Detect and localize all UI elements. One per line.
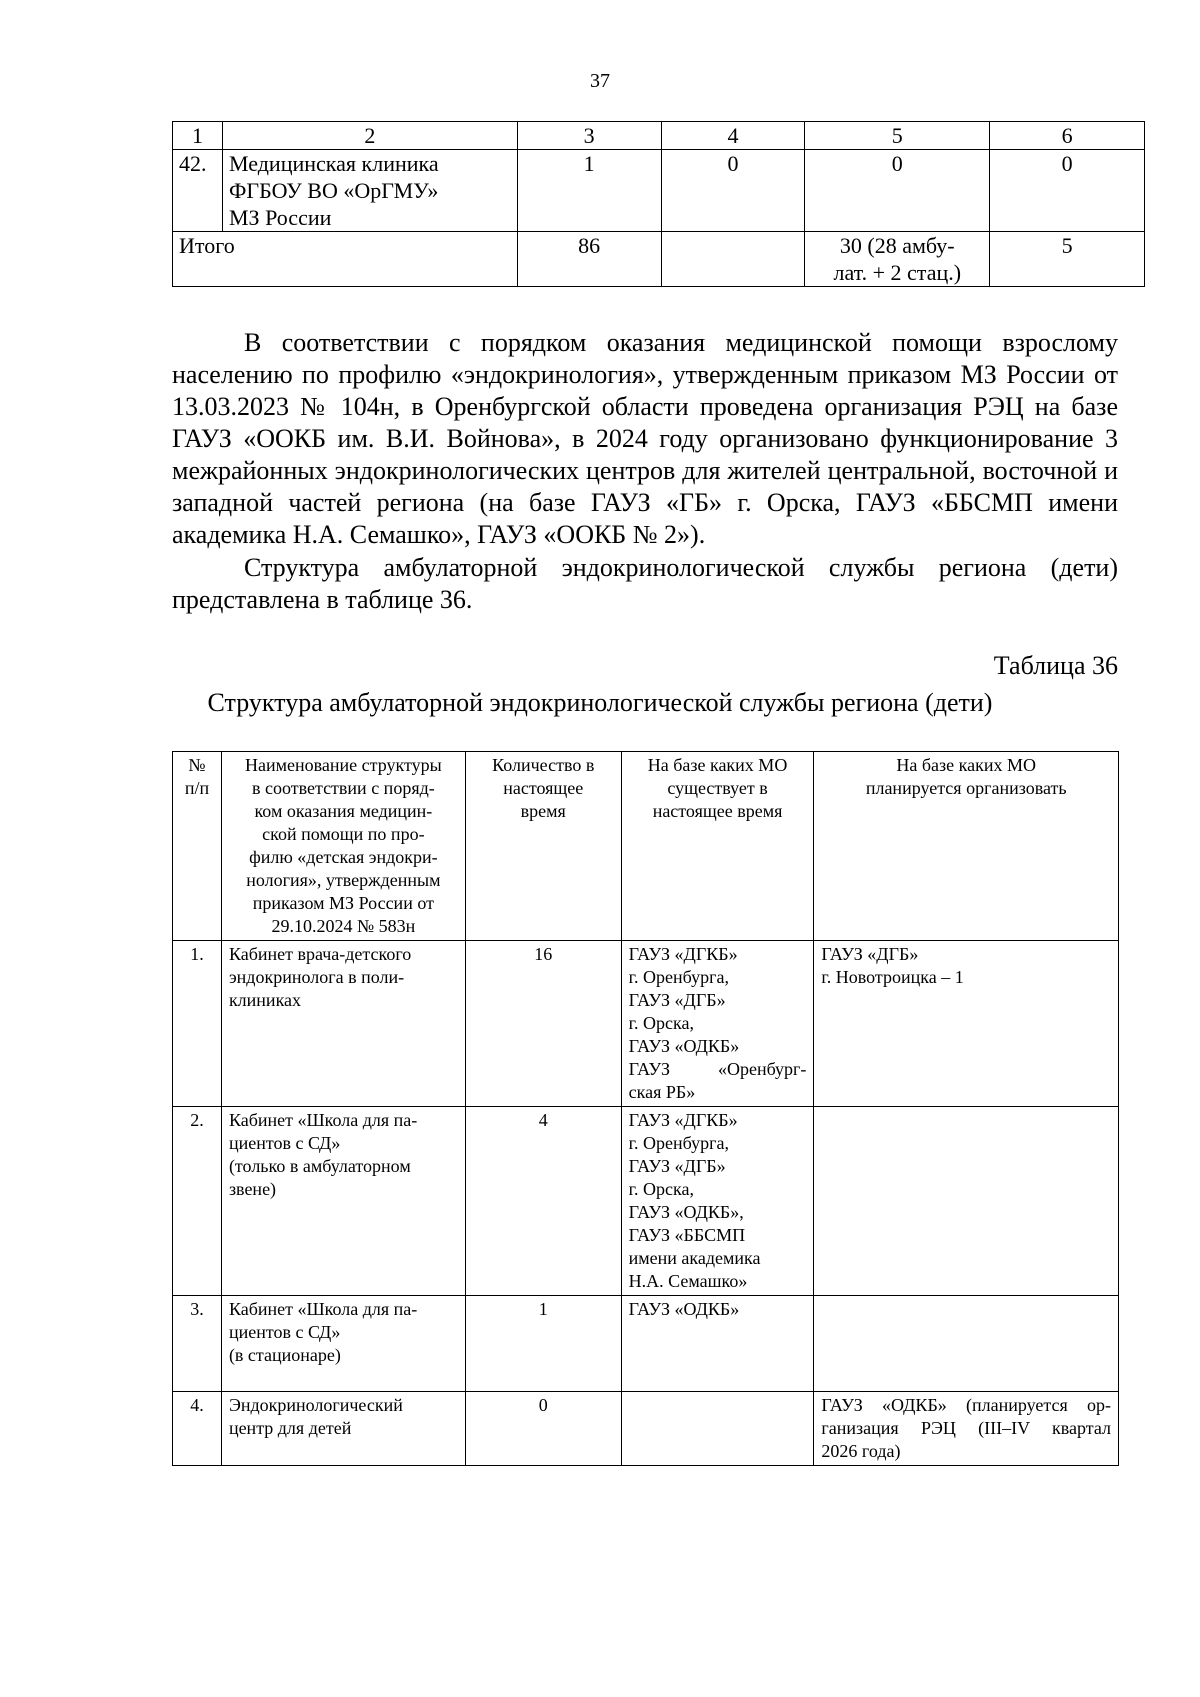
header-line: ком оказания медицин- xyxy=(254,801,433,821)
paragraph xyxy=(172,327,1118,551)
col-header: 4 xyxy=(661,122,805,150)
header-line: п/п xyxy=(184,778,210,798)
total-line: лат. + 2 стац.) xyxy=(833,260,962,285)
continued-table xyxy=(172,121,1145,287)
cell-line: ГАУЗ «ОДКБ» xyxy=(628,1036,740,1056)
row-number: 1. xyxy=(173,941,222,1107)
cell-line: имени академика xyxy=(628,1248,761,1268)
cell-line: г. Орска, xyxy=(628,1179,694,1199)
row-existing xyxy=(621,1296,814,1392)
cell-value: 1 xyxy=(517,150,661,232)
cell-line: г. Новотроицка – 1 xyxy=(821,967,964,987)
header-line: № xyxy=(188,755,206,775)
paragraph-text: В соответствии с порядком оказания медицинской помощи взрослому населению по профилю «эндокринология», утвержденным приказом МЗ России от 13.03.2023 № 104н, в Оренбургской области проведена организация РЭЦ на базе ГАУЗ «ООКБ им. В.И. Войнова», в 2024 году организовано функционирование 3 межрайонных эндокринологических центров для жителей центральной, восточной и западной частей региона (на базе ГАУЗ «ГБ» г. Орска, ГАУЗ «ББСМП имени академика Н.А. Семашко», ГАУЗ «ООКБ № 2»). xyxy=(172,328,1118,549)
col-header: 3 xyxy=(517,122,661,150)
header-line: На базе каких МО xyxy=(647,755,788,775)
cell-line: ская РБ» xyxy=(628,1082,696,1102)
cell-line: ГАУЗ «ДГБ» xyxy=(821,944,919,964)
col-header: 2 xyxy=(222,122,517,150)
cell-line: г. Оренбурга, xyxy=(628,1133,729,1153)
cell-line: центр для детей xyxy=(228,1418,352,1438)
row-planned xyxy=(814,941,1119,1107)
cell-line: г. Оренбурга, xyxy=(628,967,729,987)
row-planned xyxy=(814,1296,1119,1392)
table-row xyxy=(173,1296,1119,1392)
col-header-name xyxy=(221,752,465,941)
col-header-qty xyxy=(465,752,621,941)
table-row xyxy=(173,1107,1119,1296)
header-line: Наименование структуры xyxy=(245,755,442,775)
row-qty: 16 xyxy=(465,941,621,1107)
header-line: приказом МЗ России от xyxy=(252,893,434,913)
cell-line: ГАУЗ «ДГКБ» xyxy=(628,944,738,964)
cell-line: ГАУЗ «ОДКБ», xyxy=(628,1202,744,1222)
row-qty: 0 xyxy=(465,1392,621,1466)
cell-line: звене) xyxy=(228,1179,277,1199)
cell-line: Н.А. Семашко» xyxy=(628,1271,748,1291)
total-value: 86 xyxy=(517,232,661,287)
table-label: Таблица 36 xyxy=(993,651,1118,680)
total-value xyxy=(661,232,805,287)
row-name xyxy=(221,941,465,1107)
header-line: ской помощи по про- xyxy=(262,824,425,844)
total-row xyxy=(173,232,1145,287)
cell-line: ГАУЗ «Оренбург- xyxy=(628,1059,807,1079)
header-line: существует в xyxy=(667,778,768,798)
paragraph xyxy=(172,552,1118,616)
header-line: время xyxy=(520,801,566,821)
total-label: Итого xyxy=(173,232,518,287)
row-qty: 4 xyxy=(465,1107,621,1296)
row-number: 3. xyxy=(173,1296,222,1392)
total-value: 5 xyxy=(990,232,1145,287)
cell-line: (в стационаре) xyxy=(228,1345,341,1365)
header-line: филю «детская эндокри- xyxy=(249,847,438,867)
header-line: настоящее xyxy=(503,778,584,798)
cell-line: циентов с СД» xyxy=(228,1133,341,1153)
col-header: 1 xyxy=(173,122,223,150)
col-header: 5 xyxy=(805,122,990,150)
row-name xyxy=(221,1296,465,1392)
total-line: 30 (28 амбу- xyxy=(839,233,955,258)
paragraph-text: Структура амбулаторной эндокринологической службы региона (дети) представлена в таблице 36. xyxy=(172,553,1118,614)
col-header: 6 xyxy=(990,122,1145,150)
cell-line: Кабинет «Школа для па- xyxy=(228,1299,418,1319)
row-planned xyxy=(814,1392,1119,1466)
header-line: Количество в xyxy=(492,755,595,775)
col-header-existing xyxy=(621,752,814,941)
header-line: в соответствии с поряд- xyxy=(251,778,435,798)
header-line: настоящее время xyxy=(652,801,783,821)
cell-line: циентов с СД» xyxy=(228,1322,341,1342)
row-number: 2. xyxy=(173,1107,222,1296)
cell-line: 2026 года) xyxy=(821,1441,901,1461)
name-line: Медицинская клиника xyxy=(228,151,439,176)
cell-line: ГАУЗ «ДГБ» xyxy=(628,1156,726,1176)
cell-value: 0 xyxy=(990,150,1145,232)
page-number: 37 xyxy=(590,70,610,92)
row-planned xyxy=(814,1107,1119,1296)
cell-line: эндокринолога в поли- xyxy=(228,967,405,987)
cell-line: Кабинет «Школа для па- xyxy=(228,1110,418,1130)
row-name xyxy=(221,1107,465,1296)
row-number: 42. xyxy=(173,150,223,232)
table-row xyxy=(173,941,1119,1107)
cell-line: ГАУЗ «ОДКБ» xyxy=(628,1299,740,1319)
name-line: МЗ России xyxy=(228,205,332,230)
table-row xyxy=(173,150,1145,232)
total-value xyxy=(805,232,990,287)
cell-line: ГАУЗ «ОДКБ» (планируется ор- xyxy=(821,1395,1111,1415)
row-name xyxy=(221,1392,465,1466)
cell-line: Эндокринологический xyxy=(228,1395,403,1415)
cell-line: ГАУЗ «ББСМП xyxy=(628,1225,746,1245)
header-line: На базе каких МО xyxy=(896,755,1036,775)
table-row xyxy=(173,1392,1119,1466)
table-header-row xyxy=(173,122,1145,150)
row-existing xyxy=(621,1392,814,1466)
col-header-num xyxy=(173,752,222,941)
name-line: ФГБОУ ВО «ОрГМУ» xyxy=(228,178,439,203)
cell-line: (только в амбулаторном xyxy=(228,1156,411,1176)
row-existing xyxy=(621,1107,814,1296)
row-qty: 1 xyxy=(465,1296,621,1392)
cell-line: ГАУЗ «ДГКБ» xyxy=(628,1110,738,1130)
col-header-planned xyxy=(814,752,1119,941)
cell-value: 0 xyxy=(661,150,805,232)
cell-line: ганизация РЭЦ (III–IV квартал xyxy=(821,1418,1111,1438)
cell-value: 0 xyxy=(805,150,990,232)
cell-line: г. Орска, xyxy=(628,1013,694,1033)
header-line: 29.10.2024 № 583н xyxy=(271,916,416,936)
structure-table xyxy=(172,751,1119,1466)
header-line: планируется организовать xyxy=(865,778,1067,798)
header-line: нология», утвержденным xyxy=(246,870,441,890)
table-header-row xyxy=(173,752,1119,941)
row-existing xyxy=(621,941,814,1107)
row-number: 4. xyxy=(173,1392,222,1466)
row-name xyxy=(222,150,517,232)
table-title: Структура амбулаторной эндокринологической службы региона (дети) xyxy=(207,688,993,717)
cell-line: клиниках xyxy=(228,990,302,1010)
cell-line: ГАУЗ «ДГБ» xyxy=(628,990,726,1010)
cell-line: Кабинет врача-детского xyxy=(228,944,412,964)
